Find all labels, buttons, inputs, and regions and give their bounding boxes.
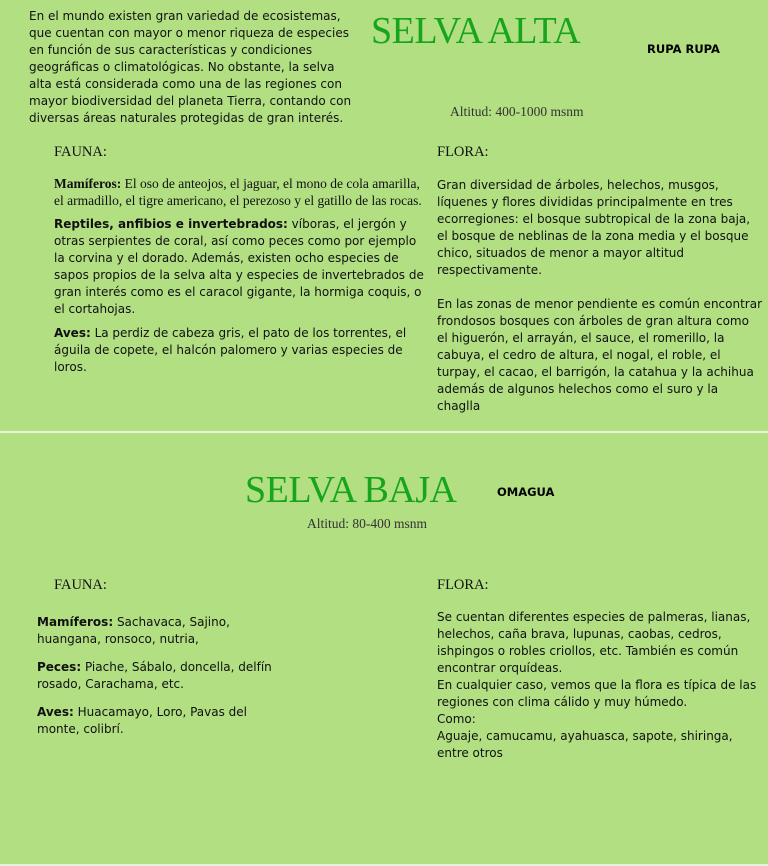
omagua-tag: OMAGUA xyxy=(497,485,555,499)
fauna-mamiferos xyxy=(54,175,426,209)
rupa-rupa-tag: RUPA RUPA xyxy=(647,42,720,56)
fauna-baja-mamiferos xyxy=(37,614,277,648)
reptiles-label: Reptiles, anfibios e invertebrados: xyxy=(54,217,288,231)
reptiles-text: víboras, el jergón y otras serpientes de coral, así como peces como por ejemplo la corvina y el dorado. Además, existen ocho especies de sapos propios de la selva alta y especies de invertebrados de gran interés como es el caracol gigante, la hormiga coquis, o el cortahojas. xyxy=(54,217,424,316)
selva-baja-flora-section xyxy=(437,609,757,762)
selva-alta-flora-heading: FLORA: xyxy=(437,144,489,160)
fauna-baja-peces xyxy=(37,659,277,693)
selva-alta-altitude: Altitud: 400-1000 msnm xyxy=(450,104,584,119)
section-divider xyxy=(0,431,768,433)
baja-flora-line-1: Se cuentan diferentes especies de palmeras, lianas, helechos, caña brava, lupunas, caobas, cedros, ishpingos o robles criollos, etc. También es común encontrar orquídeas. xyxy=(437,610,751,675)
mamiferos-label: Mamíferos: xyxy=(54,176,122,191)
baja-mamiferos-text: Sachavaca, Sajino, huangana, ronsoco, nutria, xyxy=(37,615,230,646)
flora-para-1: Gran diversidad de árboles, helechos, musgos, líquenes y flores divididas principalmente en tres ecorregiones: el bosque subtropical de la zona baja, el bosque de neblinas de la zona media y el bosque chico, situados de menor a mayor altitud respectivamente. xyxy=(437,178,751,277)
baja-peces-text: Piache, Sábalo, doncella, delfín rosado, Carachama, etc. xyxy=(37,660,272,691)
baja-aves-text: Huacamayo, Loro, Pavas del monte, colibrí. xyxy=(37,705,247,736)
fauna-baja-aves xyxy=(37,704,277,738)
selva-alta-flora-section xyxy=(437,177,763,415)
selva-baja-flora-heading: FLORA: xyxy=(437,577,489,593)
intro-text: En el mundo existen gran variedad de ecosistemas, que cuentan con mayor o menor riqueza de especies en función de sus características y condiciones geográficas o climatológicas. No obstante, la selva alta está considerada como una de las regiones con mayor biodiversidad del planeta Tierra, contando con diversas áreas naturales protegidas de gran interés. xyxy=(29,9,352,125)
selva-baja-fauna-heading: FAUNA: xyxy=(54,577,107,593)
selva-baja-fauna-section xyxy=(37,614,277,738)
selva-alta-title: SELVA ALTA xyxy=(371,10,581,52)
baja-peces-label: Peces: xyxy=(37,660,82,674)
baja-aves-label: Aves: xyxy=(37,705,74,719)
selva-alta-fauna-section xyxy=(54,175,426,376)
selva-alta-fauna-heading: FAUNA: xyxy=(54,144,107,160)
intro-paragraph xyxy=(29,8,359,127)
aves-text: La perdiz de cabeza gris, el pato de los torrentes, el águila de copete, el halcón palomero y varias especies de loros. xyxy=(54,326,407,374)
baja-flora-line-3: Como: xyxy=(437,712,476,726)
baja-flora-line-4: Aguaje, camucamu, ayahuasca, sapote, shiringa, entre otros xyxy=(437,729,733,760)
aves-label: Aves: xyxy=(54,326,91,340)
mamiferos-text: El oso de anteojos, el jaguar, el mono de cola amarilla, el armadillo, el tigre americano, el perezoso y el gatillo de las rocas. xyxy=(54,176,422,208)
fauna-aves xyxy=(54,325,426,376)
selva-baja-title: SELVA BAJA xyxy=(245,469,457,511)
baja-mamiferos-label: Mamíferos: xyxy=(37,615,114,629)
selva-baja-altitude: Altitud: 80-400 msnm xyxy=(307,516,428,531)
flora-para-2: En las zonas de menor pendiente es común encontrar frondosos bosques con árboles de gran altura como el higuerón, el arrayán, el sauce, el romerillo, la cabuya, el cedro de altura, el nogal, el roble, el turpay, el cacao, el barrigón, la catahua y la achihua además de algunos helechos como el suro y la chaglla xyxy=(437,297,763,413)
fauna-reptiles xyxy=(54,216,426,318)
baja-flora-line-2: En cualquier caso, vemos que la flora es típica de las regiones con clima cálido y muy húmedo. xyxy=(437,678,757,709)
